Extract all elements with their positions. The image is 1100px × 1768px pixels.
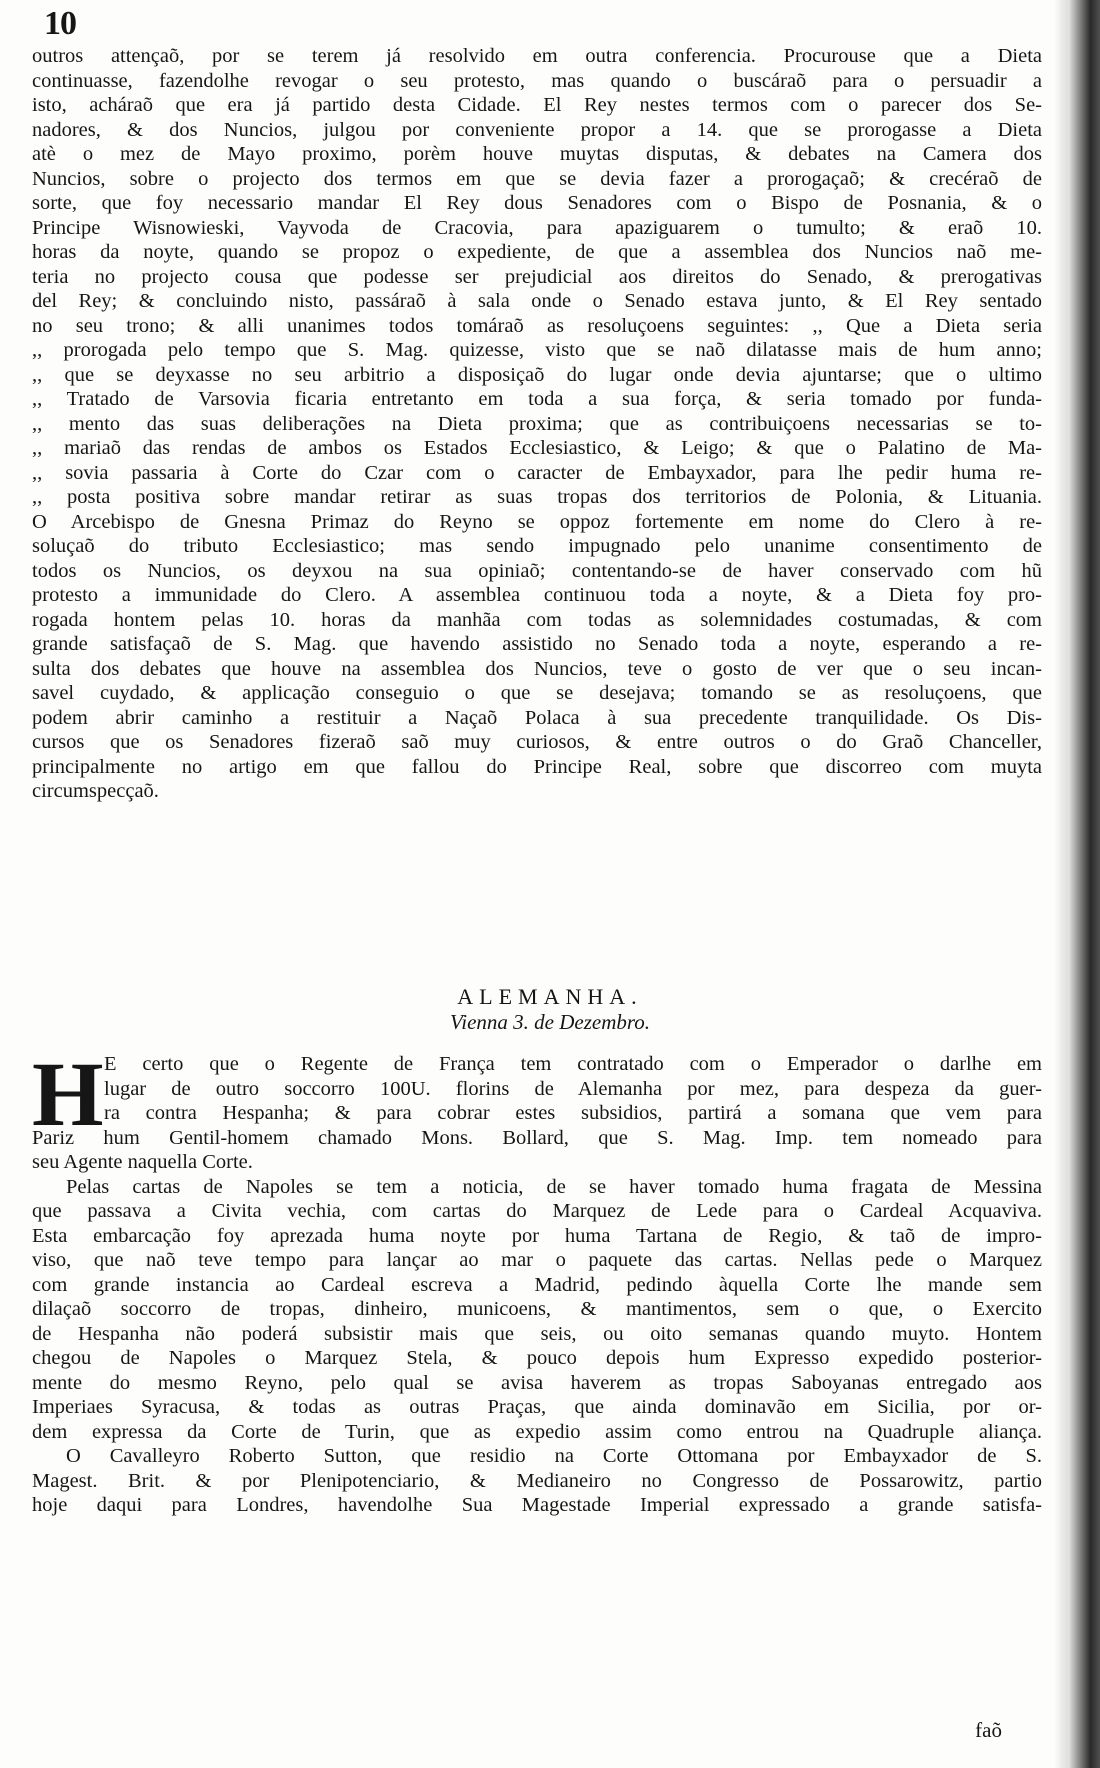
- text-line: ,, mariaõ das rendas de ambos os Estados Ecclesiastico, & Leigo; & que o Palatino de Ma-: [32, 437, 1042, 459]
- catchword: faõ: [975, 1718, 1002, 1742]
- text-line: podem abrir caminho a restituir a Naçaõ Polaca à sua precedente tranquilidade. Os Dis-: [32, 706, 1042, 729]
- text-line: continuasse, fazendolhe revogar o seu protesto, mas quando o buscáraõ para o persuadir a: [32, 69, 1042, 92]
- page-edge-dark: [1068, 0, 1100, 1768]
- drop-cap: H: [32, 1043, 104, 1145]
- text-line: com grande instancia ao Cardeal escreva a Madrid, pedindo àquella Corte lhe mande sem: [32, 1273, 1042, 1296]
- text-line: hoje daqui para Londres, havendolhe Sua Magestade Imperial expressado a grande satisfa-: [32, 1494, 1042, 1516]
- text-line: Esta embarcação foy aprezada huma noyte por huma Tartana de Regio, & taõ de impro-: [32, 1224, 1042, 1247]
- text-line: protesto a immunidade do Clero. A assemblea continuou toda a noyte, & a Dieta foy pro-: [32, 584, 1042, 606]
- text-line: seu Agente naquella Corte.: [32, 1151, 253, 1173]
- text-line: O Cavalleyro Roberto Sutton, que residio na Corte Ottomana por Embayxador de S.: [66, 1445, 1042, 1467]
- germany-report-paragraphs: [32, 1043, 1042, 1518]
- text-line: del Rey; & concluindo nisto, passáraõ à sala onde o Senado estava junto, & El Rey sentado: [32, 290, 1042, 312]
- text-line: ,, posta positiva sobre mandar retirar as suas tropas dos territorios de Polonia, & Lituania.: [32, 486, 1042, 508]
- text-line: Pariz hum Gentil-homem chamado Mons. Bollard, que S. Mag. Imp. tem nomeado para: [32, 1126, 1042, 1149]
- text-line: no seu trono; & alli unanimes todos tomáraõ as resoluçoens seguintes: ,, Que a Dieta seria: [32, 314, 1042, 337]
- text-line: principalmente no artigo em que fallou do Principe Real, sobre que discorreo com muyta: [32, 755, 1042, 778]
- text-line: Nuncios, sobre o projecto dos termos em que se devia fazer a prorogaçaõ; & crecéraõ de: [32, 167, 1042, 190]
- text-line: horas da noyte, quando se propoz o expediente, de que a assemblea dos Nuncios naõ me-: [32, 241, 1042, 263]
- text-line: mente do mesmo Reyno, pelo qual se avisa haverem as tropas Saboyanas entregado aos: [32, 1371, 1042, 1394]
- text-line: ,, sovia passaria à Corte do Czar com o caracter de Embayxador, para lhe pedir huma re-: [32, 461, 1042, 484]
- text-line: atè o mez de Mayo proximo, porèm houve muytas disputas, & debates na Camera dos: [32, 143, 1042, 165]
- text-line: chegou de Napoles o Marquez Stela, & pouco depois hum Expresso expedido posterior-: [32, 1347, 1042, 1369]
- text-line: sulta dos debates que houve na assemblea dos Nuncios, teve o gosto de ver que o seu incan-: [32, 657, 1042, 680]
- text-line: de Hespanha não poderá subsistir mais que seis, ou oito semanas quando muyto. Hontem: [32, 1322, 1042, 1345]
- text-line: ,, Tratado de Varsovia ficaria entretanto em toda a sua força, & seria tomado por funda-: [32, 388, 1042, 410]
- page-gutter-shadow: [1054, 0, 1068, 1768]
- text-line: que passava a Civita vechia, com cartas do Marquez de Lede para o Cardeal Acquaviva.: [32, 1200, 1042, 1222]
- text-line: cursos que os Senadores fizeraõ saõ muy curiosos, & entre outros o do Graõ Chanceller,: [32, 731, 1042, 753]
- text-line: Principe Wisnowieski, Vayvoda de Cracovia, para apaziguarem o tumulto; & eraõ 10.: [32, 216, 1042, 239]
- text-line: ,, mento das suas deliberações na Dieta proxima; que as contribuiçoens necessarias se to-: [32, 412, 1042, 435]
- poland-report-paragraph: [32, 44, 1042, 804]
- dateline: Vienna 3. de Dezembro.: [449, 1010, 651, 1034]
- text-line: teria no projecto cousa que podesse ser prejudicial aos direitos do Senado, & prerogativas: [32, 265, 1042, 288]
- text-line: circumspecçaõ.: [32, 780, 159, 802]
- text-line: viso, que naõ teve tempo para lançar ao mar o paquete das cartas. Nellas pede o Marquez: [32, 1249, 1042, 1271]
- text-line: dilaçaõ soccorro de tropas, dinheiro, municoens, & mantimentos, sem o que, o Exercito: [32, 1298, 1042, 1320]
- text-line: ,, prorogada pelo tempo que S. Mag. quizesse, visto que se naõ dilatasse mais de hum anno;: [32, 339, 1042, 361]
- text-line: Imperiaes Syracusa, & todas as outras Praças, que ainda dominavão em Sicilia, por or-: [32, 1396, 1042, 1418]
- text-line: sorte, que foy necessario mandar El Rey dous Senadores com o Bispo de Posnania, & o: [32, 192, 1042, 214]
- text-line: nadores, & dos Nuncios, julgou por conveniente propor a 14. que se prorogasse a Dieta: [32, 118, 1042, 141]
- text-line: soluçaõ do tributo Ecclesiastico; mas sendo impugnado pelo unanime consentimento de: [32, 535, 1042, 557]
- text-line: todos os Nuncios, os deyxou na sua opiniaõ; contentando-se de haver conservado com hũ: [32, 559, 1042, 582]
- text-line: E certo que o Regente de França tem contratado com o Emperador o darlhe em: [104, 1053, 1042, 1075]
- text-line: ra contra Hespanha; & para cobrar estes subsidios, partirá a somana que vem para: [104, 1102, 1042, 1124]
- text-line: Pelas cartas de Napoles se tem a noticia, de se haver tomado huma fragata de Messina: [66, 1175, 1042, 1198]
- text-line: savel cuydado, & applicação conseguio o que se desejava; tomando se as resoluçoens, que: [32, 682, 1042, 704]
- text-line: Magest. Brit. & por Plenipotenciario, & Medianeiro no Congresso de Possarowitz, partio: [32, 1469, 1042, 1492]
- page-number: 10: [44, 5, 76, 42]
- text-line: isto, acháraõ que era já partido desta Cidade. El Rey nestes termos com o parecer dos Se-: [32, 94, 1042, 116]
- text-line: lugar de outro soccorro 100U. florins de Alemanha por mez, para despeza da guer-: [104, 1077, 1042, 1100]
- text-line: rogada hontem pelas 10. horas da manhãa com todas as solemnidades costumadas, & com: [32, 608, 1042, 631]
- text-line: dem expressa da Corte de Turin, que as expedio assim como entrou na Quadruple aliança.: [32, 1420, 1042, 1443]
- text-line: ,, que se deyxasse no seu arbitrio a disposiçaõ do lugar onde devia ajuntarse; que o ultimo: [32, 363, 1042, 386]
- section-title: ALEMANHA.: [457, 984, 643, 1009]
- text-line: O Arcebispo de Gnesna Primaz do Reyno se oppoz fortemente em nome do Clero à re-: [32, 510, 1042, 533]
- text-line: grande satisfaçaõ de S. Mag. que havendo assistido no Senado toda a noyte, esperando a re-: [32, 633, 1042, 655]
- text-line: outros attençaõ, por se terem já resolvido em outra conferencia. Procurouse que a Dieta: [32, 45, 1042, 67]
